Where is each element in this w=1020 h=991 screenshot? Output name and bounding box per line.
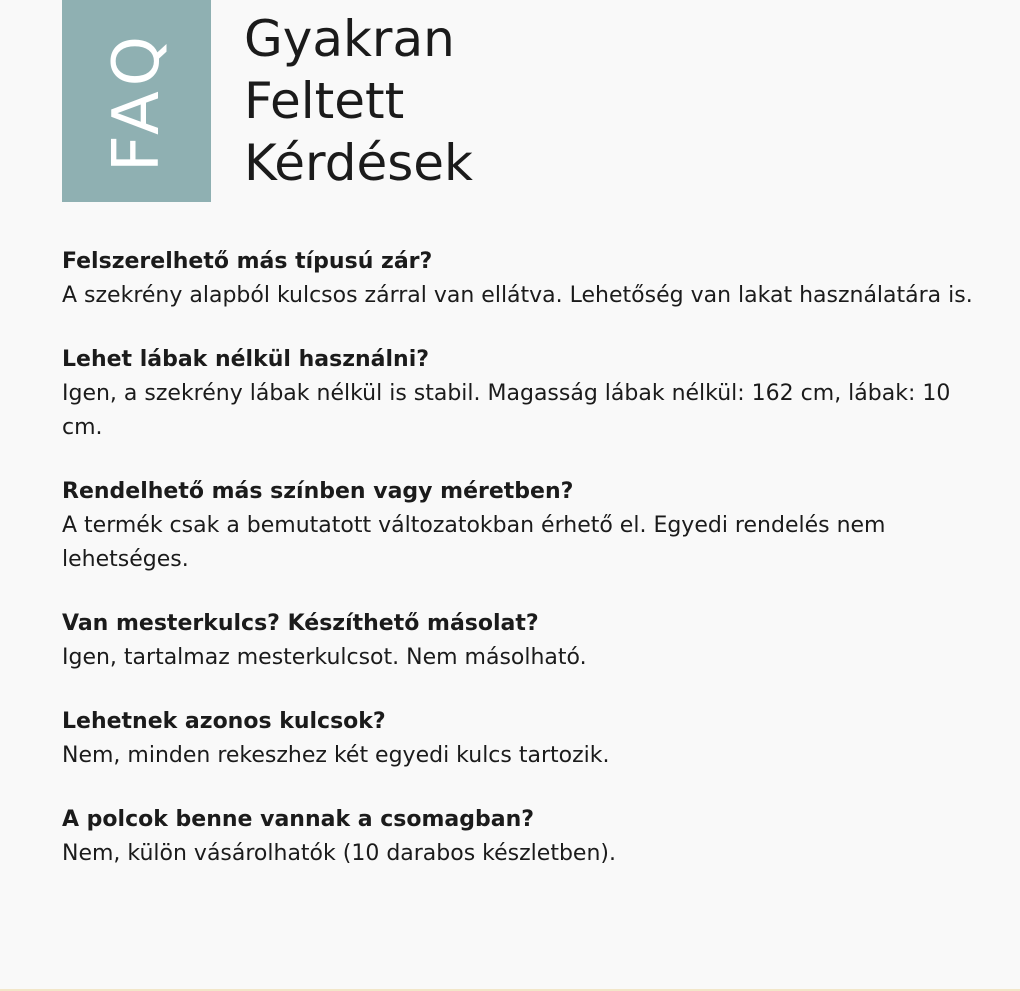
faq-item [62,705,992,773]
page-title [244,8,473,194]
page-title-line-3: Kérdések [244,134,474,192]
faq-answer: A termék csak a bemutatott változatokban érhető el. Egyedi rendelés nem lehetséges. [62,513,886,572]
faq-item [62,607,992,675]
faq-question: Rendelhető más színben vagy méretben? [62,479,574,504]
faq-answer: Igen, a szekrény lábak nélkül is stabil. Magasság lábak nélkül: 162 cm, lábak: 10 cm. [62,381,951,440]
faq-answer: Nem, minden rekeszhez két egyedi kulcs tartozik. [62,743,610,768]
faq-list [62,245,992,901]
faq-answer: Nem, külön vásárolhatók (10 darabos készletben). [62,841,616,866]
faq-item [62,343,992,445]
faq-question: Lehet lábak nélkül használni? [62,347,430,372]
faq-question: Felszerelhető más típusú zár? [62,249,433,274]
faq-question: A polcok benne vannak a csomagban? [62,807,535,832]
faq-answer: A szekrény alapból kulcsos zárral van ellátva. Lehetőség van lakat használatára is. [62,283,973,308]
faq-item [62,803,992,871]
faq-question: Van mesterkulcs? Készíthető másolat? [62,611,539,636]
faq-badge [62,0,211,202]
page-title-line-1: Gyakran [244,10,455,68]
faq-item [62,245,992,313]
faq-item [62,475,992,577]
faq-question: Lehetnek azonos kulcsok? [62,709,386,734]
page-title-line-2: Feltett [244,72,405,130]
faq-badge-label: FAQ [99,30,174,172]
faq-answer: Igen, tartalmaz mesterkulcsot. Nem másolható. [62,645,587,670]
